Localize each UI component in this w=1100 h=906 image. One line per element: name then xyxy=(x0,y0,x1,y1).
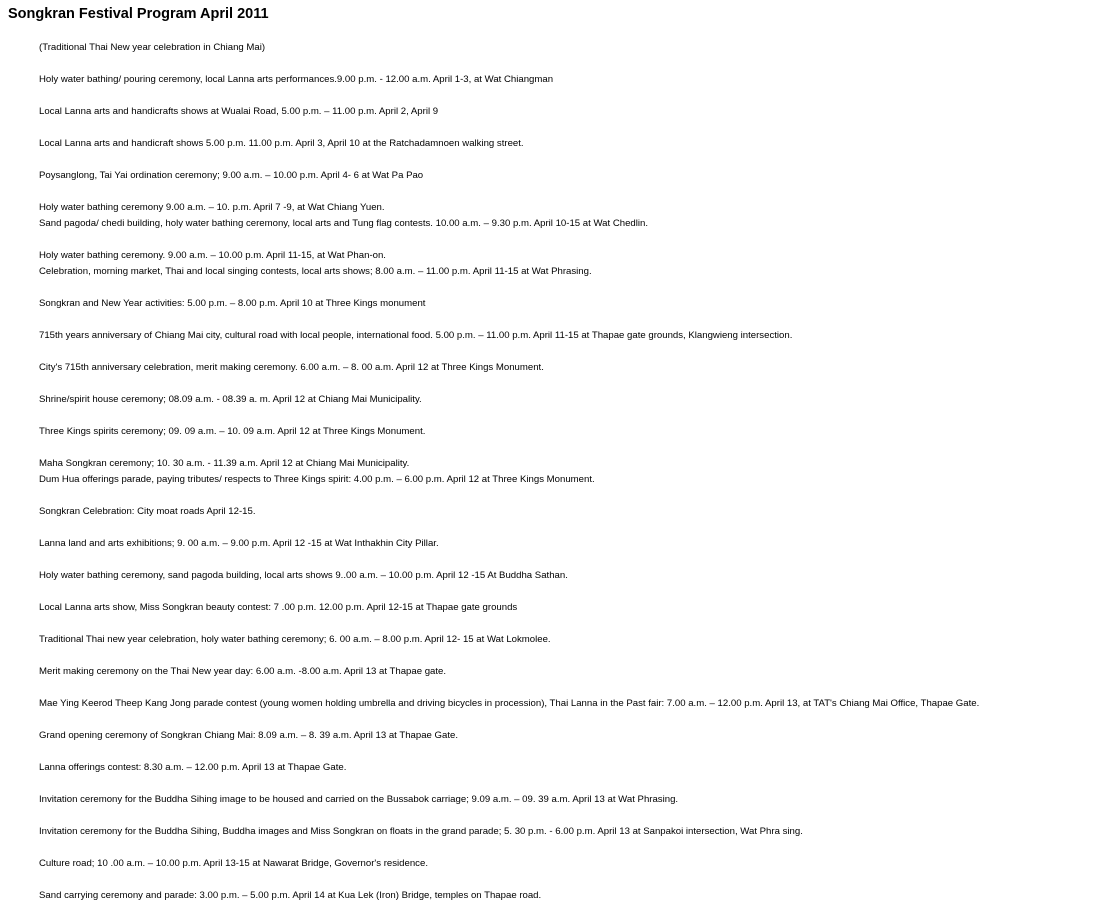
entry-spacer xyxy=(39,152,979,168)
program-entry xyxy=(39,248,979,280)
program-entry-text: Songkran Celebration: City moat roads April 12-15. xyxy=(39,506,256,517)
program-entry xyxy=(39,360,979,376)
entry-spacer xyxy=(39,488,979,504)
program-entry xyxy=(39,504,979,520)
program-entry-text: Poysanglong, Tai Yai ordination ceremony; 9.00 a.m. – 10.00 p.m. April 4- 6 at Wat Pa Pao xyxy=(39,170,424,181)
program-entry xyxy=(39,824,979,840)
entry-spacer xyxy=(39,744,979,760)
program-entry xyxy=(39,104,979,120)
entry-spacer xyxy=(39,440,979,456)
program-entry-text: Maha Songkran ceremony; 10. 30 a.m. - 11.39 a.m. April 12 at Chiang Mai Municipality. xyxy=(39,458,410,469)
entry-spacer xyxy=(39,616,979,632)
program-entry-text: Culture road; 10 .00 a.m. – 10.00 p.m. April 13-15 at Nawarat Bridge, Governor's residence. xyxy=(39,858,428,869)
program-entry-text: Holy water bathing ceremony. 9.00 a.m. – 10.00 p.m. April 11-15, at Wat Phan-on. xyxy=(39,250,386,261)
entry-spacer xyxy=(39,872,979,888)
entry-spacer xyxy=(39,680,979,696)
program-entry-text: Dum Hua offerings parade, paying tributes/ respects to Three Kings spirit: 4.00 p.m. – 6.00 p.m. April 12 at Three Kings Monument. xyxy=(39,474,595,485)
program-entry xyxy=(39,632,979,648)
program-entry-text: Lanna offerings contest: 8.30 a.m. – 12.00 p.m. April 13 at Thapae Gate. xyxy=(39,762,347,773)
program-entry xyxy=(39,456,979,488)
program-entry xyxy=(39,664,979,680)
program-entry-text: Three Kings spirits ceremony; 09. 09 a.m. – 10. 09 a.m. April 12 at Three Kings Monument. xyxy=(39,426,426,437)
program-entry-text: Invitation ceremony for the Buddha Sihing image to be housed and carried on the Bussabok carriage; 9.09 a.m. – 09. 39 a.m. April 13 at Wat Phrasing. xyxy=(39,794,679,805)
program-entry-text: Merit making ceremony on the Thai New year day: 6.00 a.m. -8.00 a.m. April 13 at Thapae gate. xyxy=(39,666,447,677)
entry-spacer xyxy=(39,552,979,568)
program-entry-text: Songkran and New Year activities: 5.00 p.m. – 8.00 p.m. April 10 at Three Kings monument xyxy=(39,298,426,309)
program-entry-text: City's 715th anniversary celebration, merit making ceremony. 6.00 a.m. – 8. 00 a.m. April 12 at Three Kings Monument. xyxy=(39,362,544,373)
page-title: Songkran Festival Program April 2011 xyxy=(8,6,269,22)
program-entry-text: Holy water bathing ceremony 9.00 a.m. – 10. p.m. April 7 -9, at Wat Chiang Yuen. xyxy=(39,202,385,213)
program-entry-text: Invitation ceremony for the Buddha Sihing, Buddha images and Miss Songkran on floats in the grand parade; 5. 30 p.m. - 6.00 p.m. April 13 at Sanpakoi intersection, Wat Phra sing. xyxy=(39,826,803,837)
program-entry-text: Grand opening ceremony of Songkran Chiang Mai: 8.09 a.m. – 8. 39 a.m. April 13 at Thapae Gate. xyxy=(39,730,458,741)
program-entry xyxy=(39,424,979,440)
program-entry-text: Local Lanna arts show, Miss Songkran beauty contest: 7 .00 p.m. 12.00 p.m. April 12-15 at Thapae gate grounds xyxy=(39,602,518,613)
program-entry-text: (Traditional Thai New year celebration in Chiang Mai) xyxy=(39,42,266,53)
entry-spacer xyxy=(39,776,979,792)
entry-spacer xyxy=(39,120,979,136)
program-entry-text: Traditional Thai new year celebration, holy water bathing ceremony; 6. 00 a.m. – 8.00 p.m. April 12- 15 at Wat Lokmolee. xyxy=(39,634,551,645)
entry-spacer xyxy=(39,232,979,248)
program-entry-text: Sand pagoda/ chedi building, holy water bathing ceremony, local arts and Tung flag contests. 10.00 a.m. – 9.30 p.m. April 10-15 at Wat Chedlin. xyxy=(39,218,649,229)
program-entry xyxy=(39,568,979,584)
program-entry xyxy=(39,696,979,712)
program-entry xyxy=(39,392,979,408)
entry-spacer xyxy=(39,56,979,72)
entry-spacer xyxy=(39,712,979,728)
program-entry xyxy=(39,328,979,344)
entry-spacer xyxy=(39,312,979,328)
program-entry xyxy=(39,168,979,184)
program-entry-text: Celebration, morning market, Thai and local singing contests, local arts shows; 8.00 a.m. – 11.00 p.m. April 11-15 at Wat Phrasing. xyxy=(39,266,592,277)
program-entry-text: Local Lanna arts and handicrafts shows at Wualai Road, 5.00 p.m. – 11.00 p.m. April 2, April 9 xyxy=(39,106,439,117)
program-entry xyxy=(39,728,979,744)
entry-spacer xyxy=(39,648,979,664)
entry-spacer xyxy=(39,376,979,392)
program-entry-text: Local Lanna arts and handicraft shows 5.00 p.m. 11.00 p.m. April 3, April 10 at the Ratchadamnoen walking street. xyxy=(39,138,524,149)
program-entry xyxy=(39,296,979,312)
program-entry-text: Shrine/spirit house ceremony; 08.09 a.m. - 08.39 a. m. April 12 at Chiang Mai Municipality. xyxy=(39,394,422,405)
program-entry-text: Mae Ying Keerod Theep Kang Jong parade contest (young women holding umbrella and driving bicycles in procession), Thai Lanna in the Past fair: 7.00 a.m. – 12.00 p.m. April 13, at TAT's Chiang Mai Office, Thapae Gate. xyxy=(39,698,980,709)
entry-spacer xyxy=(39,344,979,360)
entry-spacer xyxy=(39,184,979,200)
program-entry xyxy=(39,536,979,552)
program-entry xyxy=(39,40,979,56)
entry-spacer xyxy=(39,520,979,536)
program-entry-text: Lanna land and arts exhibitions; 9. 00 a.m. – 9.00 p.m. April 12 -15 at Wat Inthakhin City Pillar. xyxy=(39,538,439,549)
program-entry xyxy=(39,72,979,88)
program-entry xyxy=(39,136,979,152)
entry-spacer xyxy=(39,584,979,600)
program-entry-text: 715th years anniversary of Chiang Mai city, cultural road with local people, international food. 5.00 p.m. – 11.00 p.m. April 11-15 at Thapae gate grounds, Klangwieng intersection. xyxy=(39,330,793,341)
entry-spacer xyxy=(39,88,979,104)
program-entry-text: Holy water bathing/ pouring ceremony, local Lanna arts performances.9.00 p.m. - 12.00 a.m. April 1-3, at Wat Chiangman xyxy=(39,74,554,85)
program-entry xyxy=(39,760,979,776)
program-entry xyxy=(39,792,979,808)
program-entry-text: Holy water bathing ceremony, sand pagoda building, local arts shows 9..00 a.m. – 10.00 p.m. April 12 -15 At Buddha Sathan. xyxy=(39,570,568,581)
program-entry xyxy=(39,600,979,616)
program-entry-text: Sand carrying ceremony and parade: 3.00 p.m. – 5.00 p.m. April 14 at Kua Lek (Iron) Bridge, temples on Thapae road. xyxy=(39,890,542,901)
program-list xyxy=(39,40,979,904)
program-entry xyxy=(39,888,979,904)
entry-spacer xyxy=(39,840,979,856)
program-entry xyxy=(39,200,979,232)
program-entry xyxy=(39,856,979,872)
entry-spacer xyxy=(39,808,979,824)
entry-spacer xyxy=(39,408,979,424)
entry-spacer xyxy=(39,280,979,296)
